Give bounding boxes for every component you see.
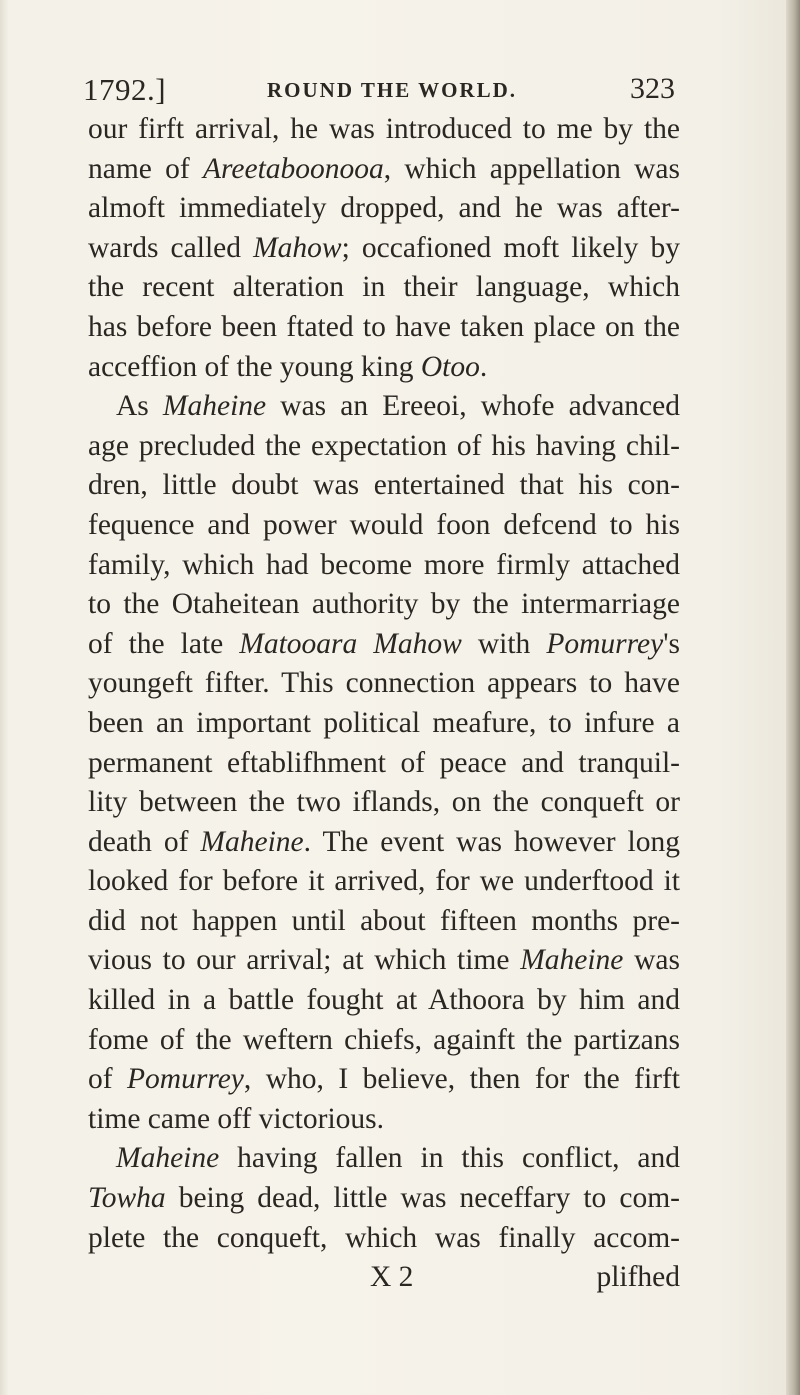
text-run: permanent eftablifhment of peace and tranquil- — [88, 746, 680, 779]
text-line — [88, 1219, 680, 1259]
text-run: family, which had become more firmly attached — [88, 548, 680, 581]
text-line — [88, 268, 680, 308]
text-run: looked for before it arrived, for we underftood it — [88, 865, 680, 898]
text-line — [88, 229, 680, 269]
text-run: name of — [88, 152, 203, 185]
text-run: was — [623, 944, 680, 977]
text-run: plete the conqueft, which was finally accom- — [88, 1221, 680, 1254]
text-run: of — [88, 1063, 128, 1096]
text-run: almoft immediately dropped, and he was after- — [88, 192, 680, 225]
text-run: dren, little doubt was entertained that his con- — [88, 469, 680, 502]
page-header — [83, 72, 675, 112]
text-line — [88, 704, 680, 744]
italic-name: Maheine — [520, 944, 624, 977]
italic-name: Maheine — [116, 1142, 220, 1175]
text-run: death of — [88, 825, 201, 858]
text-line — [88, 744, 680, 784]
text-line — [88, 546, 680, 586]
text-line — [88, 466, 680, 506]
text-line — [88, 189, 680, 229]
text-run: , which appellation was — [383, 152, 680, 185]
text-line — [88, 783, 680, 823]
text-line — [88, 625, 680, 665]
text-line — [88, 348, 680, 388]
text-run: the recent alteration in their language, which — [88, 271, 680, 304]
page-binding-edge — [786, 0, 800, 1395]
text-run: of the late — [88, 627, 240, 660]
text-line — [88, 150, 680, 190]
italic-name: Matooara Mahow — [239, 627, 462, 660]
text-run: time came off victorious. — [88, 1102, 385, 1135]
text-line — [88, 1139, 680, 1179]
text-run: , who, I believe, then for the firft — [243, 1063, 680, 1096]
text-run: our firft arrival, he was introduced to me by the — [88, 113, 680, 145]
text-run: . The event was however long — [303, 825, 680, 858]
body-text — [88, 110, 680, 1298]
text-run: ; occafioned moft likely by — [341, 231, 680, 264]
text-line — [88, 427, 680, 467]
text-run: has before been ftated to have taken place on the — [88, 310, 680, 343]
text-run: lity between the two iflands, on the conqueft or — [88, 786, 680, 819]
page-footer — [88, 1258, 680, 1298]
text-run: to the Otaheitean authority by the intermarriage — [88, 588, 680, 621]
text-line — [88, 823, 680, 863]
text-run: fequence and power would foon defcend to his — [88, 508, 680, 541]
text-line — [88, 1021, 680, 1061]
text-run: been an important political meafure, to infure a — [88, 706, 680, 739]
text-line — [88, 902, 680, 942]
page-left-shadow — [0, 0, 8, 1395]
text-run: youngeft fifter. This connection appears to have — [88, 667, 680, 700]
text-line — [88, 941, 680, 981]
text-run: with — [461, 627, 547, 660]
text-run: was an Ereeoi, whofe advanced — [266, 390, 680, 423]
text-run: 's — [663, 627, 680, 660]
signature-mark: X 2 — [370, 1261, 414, 1294]
text-line — [88, 981, 680, 1021]
page-number: 323 — [630, 72, 675, 105]
text-run: . — [479, 350, 488, 383]
italic-name: Mahow — [253, 231, 342, 264]
italic-name: Maheine — [200, 825, 304, 858]
text-line — [88, 585, 680, 625]
text-line — [88, 1179, 680, 1219]
text-run: vious to our arrival; at which time — [88, 944, 521, 977]
text-line — [88, 387, 680, 427]
italic-name: Pomurrey — [127, 1063, 244, 1096]
text-line — [88, 1060, 680, 1100]
italic-name: Otoo — [420, 350, 480, 383]
italic-name: Pomurrey — [546, 627, 664, 660]
text-run: As — [116, 390, 163, 423]
text-line — [88, 664, 680, 704]
text-line — [88, 308, 680, 348]
running-head: ROUND THE WORLD. — [267, 78, 518, 102]
italic-name: Maheine — [162, 390, 267, 423]
text-run: fome of the weftern chiefs, againft the partizans — [88, 1023, 680, 1056]
text-run: wards called — [88, 231, 254, 264]
text-run: acceffion of the young king — [88, 350, 421, 383]
text-line — [88, 1100, 680, 1140]
text-run: did not happen until about fifteen months pre- — [88, 904, 680, 937]
header-year: 1792.] — [83, 72, 167, 107]
italic-name: Areetaboonooa — [202, 152, 384, 185]
catchword: plifhed — [596, 1261, 680, 1294]
text-run: age precluded the expectation of his having chil- — [88, 429, 680, 462]
text-line — [88, 862, 680, 902]
text-run: having fallen in this conflict, and — [219, 1142, 680, 1175]
italic-name: Towha — [88, 1182, 166, 1215]
text-run: killed in a battle fought at Athoora by him and — [88, 984, 680, 1017]
text-line — [88, 110, 680, 150]
text-run: being dead, little was neceffary to com- — [165, 1182, 680, 1215]
text-line — [88, 506, 680, 546]
